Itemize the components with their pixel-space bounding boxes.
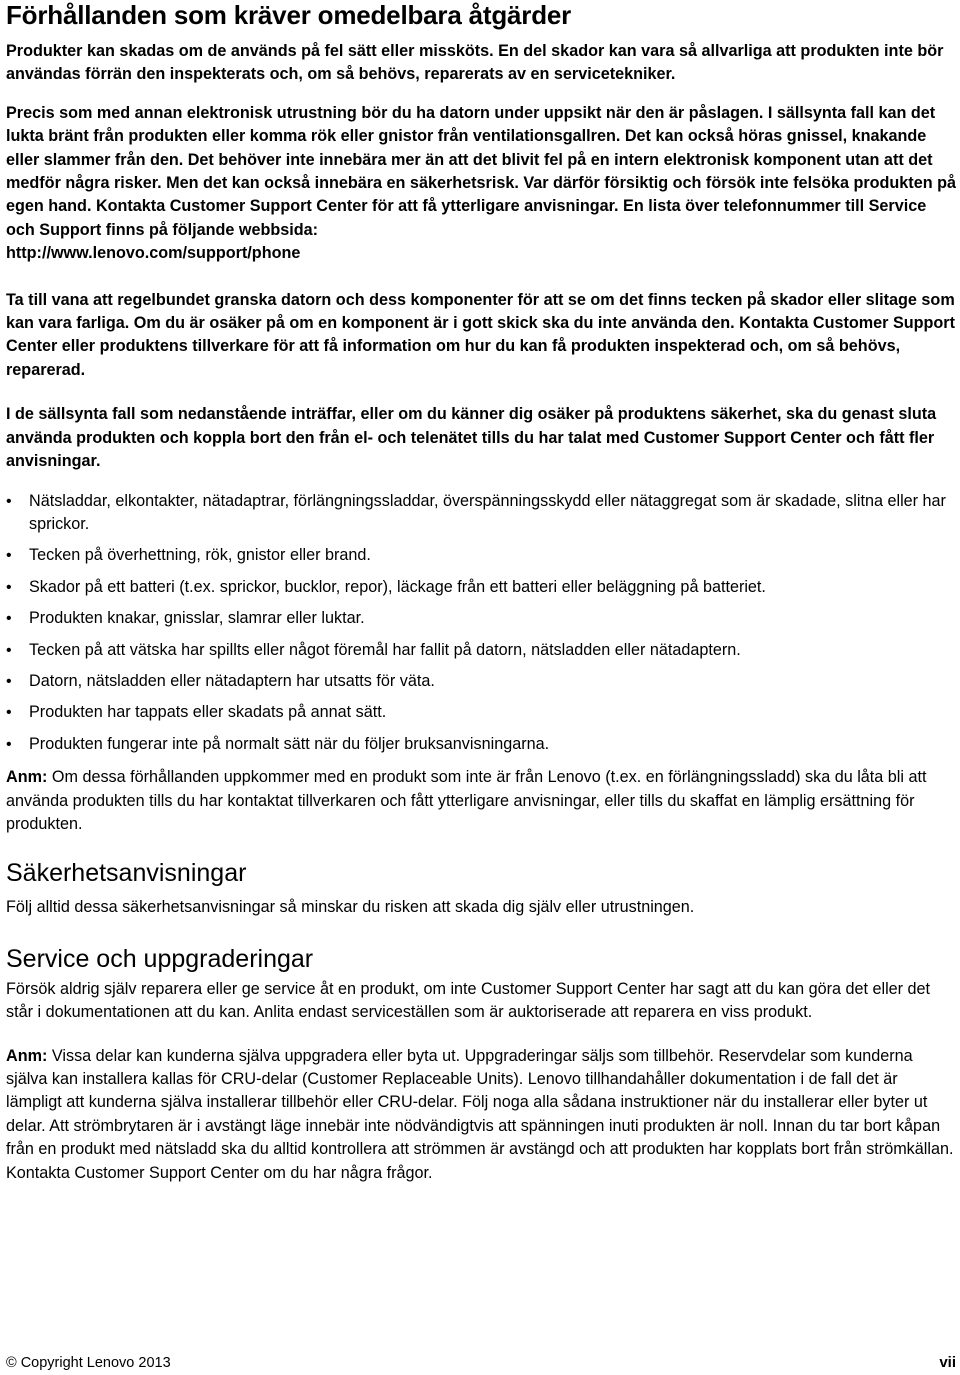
- list-item: • Tecken på att vätska har spillts eller något föremål har fallit på datorn, nätsladden eller nätadaptern.: [6, 639, 956, 662]
- bullet-icon: •: [6, 610, 12, 628]
- bullet-icon: •: [6, 704, 12, 722]
- heading-safety-instructions: Säkerhetsanvisningar: [6, 859, 247, 888]
- hazard-list: [6, 490, 956, 757]
- bullet-icon: •: [6, 492, 12, 510]
- note-non-lenovo: [6, 766, 956, 836]
- paragraph-damage-warning: Produkter kan skadas om de används på fel sätt eller missköts. En del skador kan vara så allvarliga att produkten inte bör användas förrän den inspekterats och, om så behövs, reparerats av en servicetekniker.: [6, 42, 944, 84]
- list-item: • Skador på ett batteri (t.ex. sprickor, bucklor, repor), läckage från ett batteri eller beläggning på batteriet.: [6, 576, 956, 599]
- document-page: [6, 0, 956, 1185]
- bullet-icon: •: [6, 578, 12, 596]
- note-label: Anm:: [6, 768, 48, 787]
- page-number: vii: [939, 1354, 956, 1371]
- list-item: • Tecken på överhettning, rök, gnistor eller brand.: [6, 544, 956, 567]
- service-upgrades-text: Försök aldrig själv reparera eller ge service åt en produkt, om inte Customer Support Center har sagt att du kan göra det eller det står i dokumentationen att du kan. Anlita endast serviceställen som är auktoriserade att reparera en viss produkt.: [6, 979, 931, 1022]
- list-item: • Produkten har tappats eller skadats på annat sätt.: [6, 701, 956, 724]
- list-item: • Datorn, nätsladden eller nätadaptern har utsatts för väta.: [6, 670, 956, 693]
- list-item: • Produkten fungerar inte på normalt sätt när du följer bruksanvisningarna.: [6, 733, 956, 756]
- note-label: Anm:: [6, 1046, 48, 1065]
- bullet-icon: •: [6, 641, 12, 659]
- note-cru-parts: [6, 1045, 956, 1185]
- bullet-icon: •: [6, 547, 12, 565]
- copyright-notice: © Copyright Lenovo 2013: [6, 1355, 171, 1371]
- note-text: Om dessa förhållanden uppkommer med en produkt som inte är från Lenovo (t.ex. en förlängningssladd) ska du låta bli att använda produkten tills du har kontaktat tillverkaren och fått ytterligare anvisningar, eller tills du skaffat en lämplig ersättning för produkten.: [6, 768, 927, 833]
- safety-instructions-text: Följ alltid dessa säkerhetsanvisningar så minskar du risken att skada dig själv eller utrustningen.: [6, 898, 695, 917]
- heading-service-upgrades: Service och uppgraderingar: [6, 944, 314, 973]
- paragraph-inspect-components: Ta till vana att regelbundet granska datorn och dess komponenter för att se om det finns tecken på skador eller slitage som kan vara farliga. Om du är osäker på om en komponent är i gott skick ska du inte använda den. Kontakta Customer Support Center eller produktens tillverkare för att få information om hur du kan få produkten inspekterad och, om så behövs, reparerad.: [6, 290, 956, 379]
- bullet-icon: •: [6, 735, 12, 753]
- supervise-text: Precis som med annan elektronisk utrustning bör du ha datorn under uppsikt när den är påslagen. I sällsynta fall kan det lukta bränt från produkten eller komma rök eller gnistor från ventilationsgallren. Det kan också höras gnissel, knakande eller slammer från den. Det behöver inte innebära mer än att det blivit fel på en intern elektronisk komponent utan att det medför några risker. Men det kan också innebära en säkerhetsrisk. Var därför försiktig och försök inte felsöka produkten på egen hand. Kontakta Customer Support Center för att få ytterligare anvisningar. En lista över telefonnummer till Service och Support finns på följande webbsida:: [6, 103, 956, 239]
- heading-immediate-action: Förhållanden som kräver omedelbara åtgärder: [6, 0, 572, 30]
- paragraph-supervise-computer: [6, 102, 956, 266]
- list-item: • Produkten knakar, gnisslar, slamrar eller luktar.: [6, 607, 956, 630]
- bullet-icon: •: [6, 672, 12, 690]
- note-text: Vissa delar kan kunderna själva uppgradera eller byta ut. Uppgraderingar säljs som tillbehör. Reservdelar som kunderna själva kan installera kallas för CRU-delar (Customer Replaceable Units). Lenovo tillhandahåller dokumentation i de fall det är lämpligt att kunderna själva installerar tillbehör eller CRU-delar. Följ noga alla sådana instruktioner när du installerar eller byter ut delar. Att strömbrytaren är i avstängt läge innebär inte nödvändigtvis att spänningen inuti produkten är noll. Innan du tar bort kåpan från en produkt med nätsladd ska du alltid kontrollera att strömmen är avstängd och att produkten har kopplats bort från strömkällan. Kontakta Customer Support Center om du har några frågor.: [6, 1046, 954, 1182]
- paragraph-stop-using: I de sällsynta fall som nedanstående inträffar, eller om du känner dig osäker på produktens säkerhet, ska du genast sluta använda produkten och koppla bort den från el- och telenätet tills du har talat med Customer Support Center och fått fler anvisningar.: [6, 405, 937, 471]
- list-item: • Nätsladdar, elkontakter, nätadaptrar, förlängningssladdar, överspänningsskydd eller nätaggregat som är skadade, slitna eller har sprickor.: [6, 491, 946, 533]
- support-phone-link[interactable]: http://www.lenovo.com/support/phone: [6, 244, 301, 263]
